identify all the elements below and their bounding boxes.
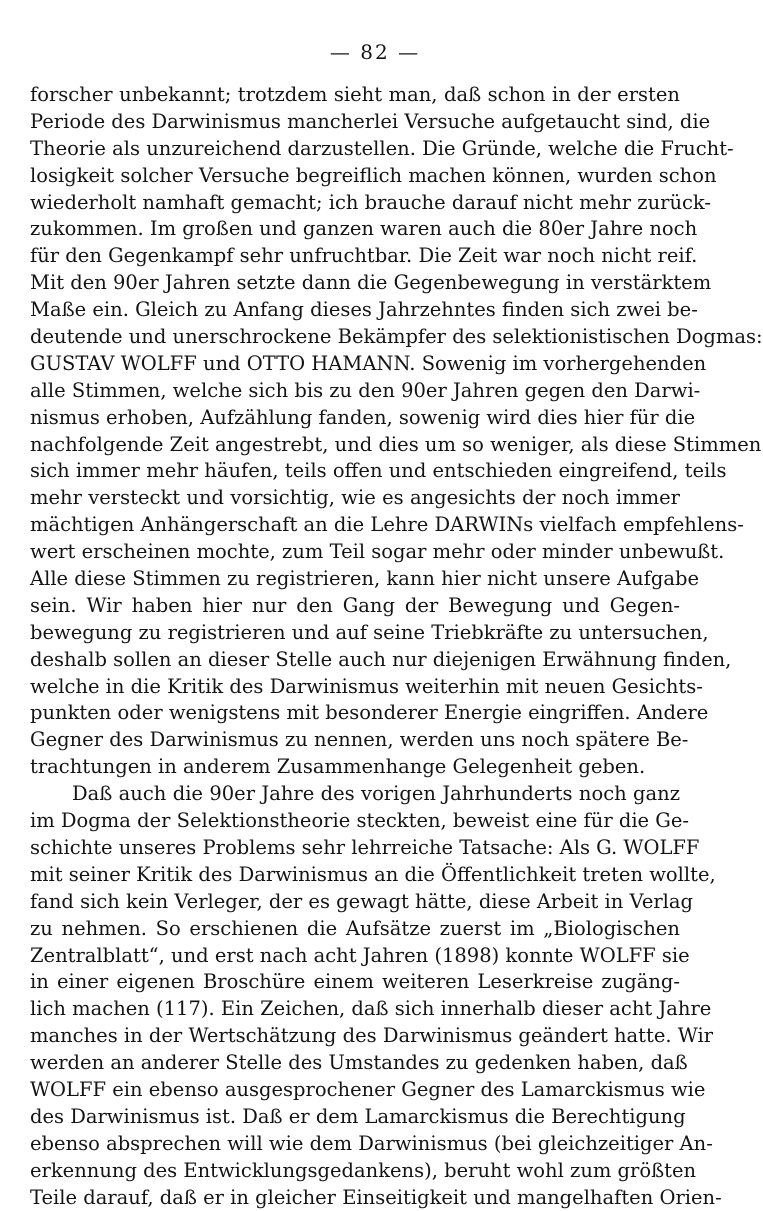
text-line: nachfolgende Zeit angestrebt, und dies um so weniger, als diese Stimmen bbox=[30, 432, 762, 456]
text-line: Maße ein. Gleich zu Anfang dieses Jahrzehntes finden sich zwei be- bbox=[30, 298, 698, 322]
text-line: deshalb sollen an dieser Stelle auch nur diejenigen Erwähnung finden, bbox=[30, 647, 732, 671]
text-line: wiederholt namhaft gemacht; ich brauche darauf nicht mehr zurück- bbox=[30, 190, 711, 214]
text-line: manches in der Wertschätzung des Darwinismus geändert hatte. Wir bbox=[30, 1024, 714, 1048]
text-line: Gegner des Darwinismus zu nennen, werden uns noch spätere Be- bbox=[30, 728, 689, 752]
text-line: Theorie als unzureichend darzustellen. Die Gründe, welche die Frucht- bbox=[30, 136, 734, 160]
text-line: deutende und unerschrockene Bekämpfer des selektionistischen Dogmas: bbox=[30, 325, 763, 349]
page-number: — 82 — bbox=[329, 40, 421, 64]
text-line: zu nehmen. So erschienen die Aufsätze zuerst im „Biologischen bbox=[30, 916, 680, 940]
text-line: welche in die Kritik des Darwinismus weiterhin mit neuen Gesichts- bbox=[30, 674, 703, 698]
text-line: trachtungen in anderem Zusammenhange Gelegenheit geben. bbox=[30, 755, 646, 779]
text-line: Mit den 90er Jahren setzte dann die Gegenbewegung in verstärktem bbox=[30, 271, 712, 295]
text-line: lich machen (117). Ein Zeichen, daß sich innerhalb dieser acht Jahre bbox=[30, 997, 712, 1021]
paragraph bbox=[30, 781, 722, 1211]
text-line: mit seiner Kritik des Darwinismus an die Öffentlichkeit treten wollte, bbox=[30, 862, 716, 886]
text-line: des Darwinismus ist. Daß er dem Lamarckismus die Berechtigung bbox=[30, 1104, 686, 1128]
text-line: zukommen. Im großen und ganzen waren auch die 80er Jahre noch bbox=[30, 217, 698, 241]
text-line: für den Gegenkampf sehr unfruchtbar. Die Zeit war noch nicht reif. bbox=[30, 244, 698, 268]
text-line: mehr versteckt und vorsichtig, wie es angesichts der noch immer bbox=[30, 486, 680, 510]
text-line: Alle diese Stimmen zu registrieren, kann hier nicht unsere Aufgabe bbox=[30, 567, 700, 591]
text-line: WOLFF ein ebenso ausgesprochener Gegner des Lamarckismus wie bbox=[30, 1077, 706, 1101]
text-line: losigkeit solcher Versuche begreiflich machen können, wurden schon bbox=[30, 163, 717, 187]
text-line: sich immer mehr häufen, teils offen und entschieden eingreifend, teils bbox=[30, 459, 727, 483]
text-line: Daß auch die 90er Jahre des vorigen Jahrhunderts noch ganz bbox=[72, 782, 680, 806]
book-page bbox=[30, 40, 763, 1211]
text-line: werden an anderer Stelle des Umstandes zu gedenken haben, daß bbox=[30, 1051, 688, 1075]
paragraph bbox=[30, 82, 763, 781]
text-line: Periode des Darwinismus mancherlei Versuche aufgetaucht sind, die bbox=[30, 109, 711, 133]
text-line: wert erscheinen mochte, zum Teil sogar mehr oder minder unbewußt. bbox=[30, 540, 725, 564]
text-line: nismus erhoben, Aufzählung fanden, sowenig wird dies hier für die bbox=[30, 405, 696, 429]
text-line: in einer eigenen Broschüre einem weiteren Leserkreise zugäng- bbox=[30, 970, 680, 994]
text-line: bewegung zu registrieren und auf seine Triebkräfte zu untersuchen, bbox=[30, 620, 709, 644]
text-line: erkennung des Entwicklungsgedankens), beruht wohl zum größten bbox=[30, 1158, 697, 1182]
text-line: Zentralblatt“, und erst nach acht Jahren (1898) konnte WOLFF sie bbox=[30, 943, 690, 967]
text-line: alle Stimmen, welche sich bis zu den 90er Jahren gegen den Darwi- bbox=[30, 378, 701, 402]
text-line: im Dogma der Selektionstheorie steckten, beweist eine für die Ge- bbox=[30, 809, 690, 833]
text-line: ebenso absprechen will wie dem Darwinismus (bei gleichzeitiger An- bbox=[30, 1131, 713, 1155]
text-line: fand sich kein Verleger, der es gewagt hätte, diese Arbeit in Verlag bbox=[30, 889, 694, 913]
text-line: Teile darauf, daß er in gleicher Einseitigkeit und mangelhaften Orien- bbox=[30, 1185, 722, 1209]
text-line: mächtigen Anhängerschaft an die Lehre DARWINs vielfach empfehlens- bbox=[30, 513, 744, 537]
text-line: GUSTAV WOLFF und OTTO HAMANN. Sowenig im vorhergehenden bbox=[30, 351, 707, 375]
body-text bbox=[30, 82, 763, 1211]
text-line: schichte unseres Problems sehr lehrreiche Tatsache: Als G. WOLFF bbox=[30, 835, 700, 859]
text-line: punkten oder wenigstens mit besonderer Energie eingriffen. Andere bbox=[30, 701, 709, 725]
text-line: sein. Wir haben hier nur den Gang der Bewegung und Gegen- bbox=[30, 593, 680, 617]
text-line: forscher unbekannt; trotzdem sieht man, daß schon in der ersten bbox=[30, 83, 680, 106]
